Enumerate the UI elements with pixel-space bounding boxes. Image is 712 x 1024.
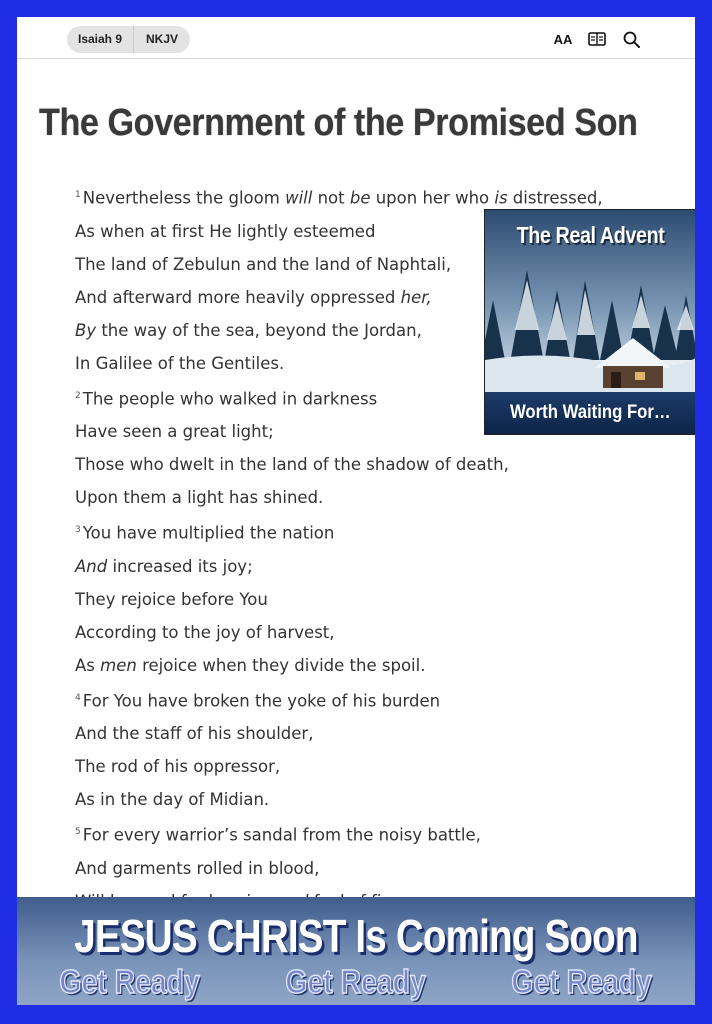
search-icon[interactable]	[621, 29, 641, 49]
advent-tagline	[485, 392, 695, 434]
verse-text-run: As in the day of Midian.	[75, 790, 270, 809]
italic-word: her,	[400, 287, 432, 307]
banner-headline: JESUS CHRIST Is Coming Soon	[74, 910, 638, 962]
chapter-heading: The Government of the Promised Son	[39, 102, 638, 144]
passage-selector[interactable]	[67, 26, 190, 53]
verse-text-run: upon her who	[370, 188, 495, 208]
verse-text-run: For every warrior’s sandal from the noisy battle,	[82, 825, 481, 845]
italic-word: is	[494, 188, 508, 208]
verse-text-run: And garments rolled in blood,	[75, 858, 320, 878]
advent-title: The Real Advent	[516, 222, 665, 248]
verse-text-run: Upon them a light has shined.	[75, 488, 324, 507]
verse-text-run: As when at first He lightly esteemed	[75, 221, 376, 241]
reader-page	[17, 17, 695, 1005]
verse-line	[75, 682, 635, 718]
book-chapter-button[interactable]: Isaiah 9	[67, 26, 134, 53]
verse-text-run: rejoice when they divide the spoil.	[136, 655, 426, 675]
verse-text-run: As	[75, 655, 101, 675]
verse-number[interactable]: 3	[75, 525, 81, 535]
verse-line	[75, 783, 635, 816]
advent-promo-image	[484, 209, 695, 435]
verse-text-run: And the staff of his shoulder,	[75, 724, 314, 743]
italic-word: men	[100, 655, 137, 675]
verse-line	[75, 616, 635, 649]
verse-line	[75, 550, 635, 583]
verse-line	[75, 717, 635, 750]
toolbar-icons	[553, 29, 641, 49]
get-ready-label: Get Ready	[285, 963, 427, 1000]
verse-number[interactable]: 5	[75, 827, 81, 837]
verse-line	[75, 448, 635, 481]
verse-text-run: not	[312, 188, 350, 208]
promo-banner	[17, 897, 695, 1005]
verse-text-run: The people who walked in darkness	[82, 389, 378, 408]
verse-text-run: They rejoice before You	[75, 589, 268, 609]
verse-text-run: The rod of his oppressor,	[75, 757, 281, 776]
verse-number[interactable]: 1	[75, 190, 81, 200]
text-size-label: AA	[553, 31, 573, 47]
verse-number[interactable]: 4	[75, 692, 81, 703]
get-ready-label: Get Ready	[511, 963, 653, 1000]
verse-text-run: the way of the sea, beyond the Jordan,	[96, 320, 422, 340]
reader-toolbar	[17, 17, 695, 59]
verse-number[interactable]: 2	[75, 390, 81, 401]
verse-text-run: Nevertheless the gloom	[82, 188, 286, 208]
italic-word: By	[75, 320, 97, 340]
italic-word: And	[75, 556, 108, 576]
verse-text-run: The land of Zebulun and the land of Naphtali,	[75, 254, 452, 274]
verse-line	[75, 852, 635, 885]
verse-line	[75, 649, 635, 682]
text-size-icon[interactable]	[553, 29, 573, 49]
verse-text-run: increased its joy;	[107, 556, 253, 576]
verse-text-run: And afterward more heavily oppressed	[75, 287, 401, 307]
italic-word: be	[349, 188, 371, 208]
verse-text-run: Have seen a great light;	[75, 422, 274, 441]
reader-view-icon[interactable]	[587, 29, 607, 49]
verse-line	[75, 816, 635, 852]
italic-word: will	[285, 188, 313, 208]
verse-text-run: You have multiplied the nation	[82, 523, 335, 543]
verse-text-run: According to the joy of harvest,	[75, 622, 335, 642]
verse-line	[75, 481, 635, 514]
version-button[interactable]: NKJV	[145, 32, 178, 46]
verse-text-run: distressed,	[507, 188, 603, 208]
get-ready-row	[17, 963, 695, 1001]
verse-line	[75, 750, 635, 783]
get-ready-label: Get Ready	[59, 963, 201, 1000]
verse-text-run: For You have broken the yoke of his burden	[82, 691, 441, 710]
verse-text-run: In Galilee of the Gentiles.	[75, 353, 285, 373]
advent-tagline-text: Worth Waiting For…	[510, 402, 671, 423]
verse-text-run: Those who dwelt in the land of the shadow of death,	[75, 455, 509, 474]
verse-line	[75, 583, 635, 616]
verse-line	[75, 514, 635, 550]
